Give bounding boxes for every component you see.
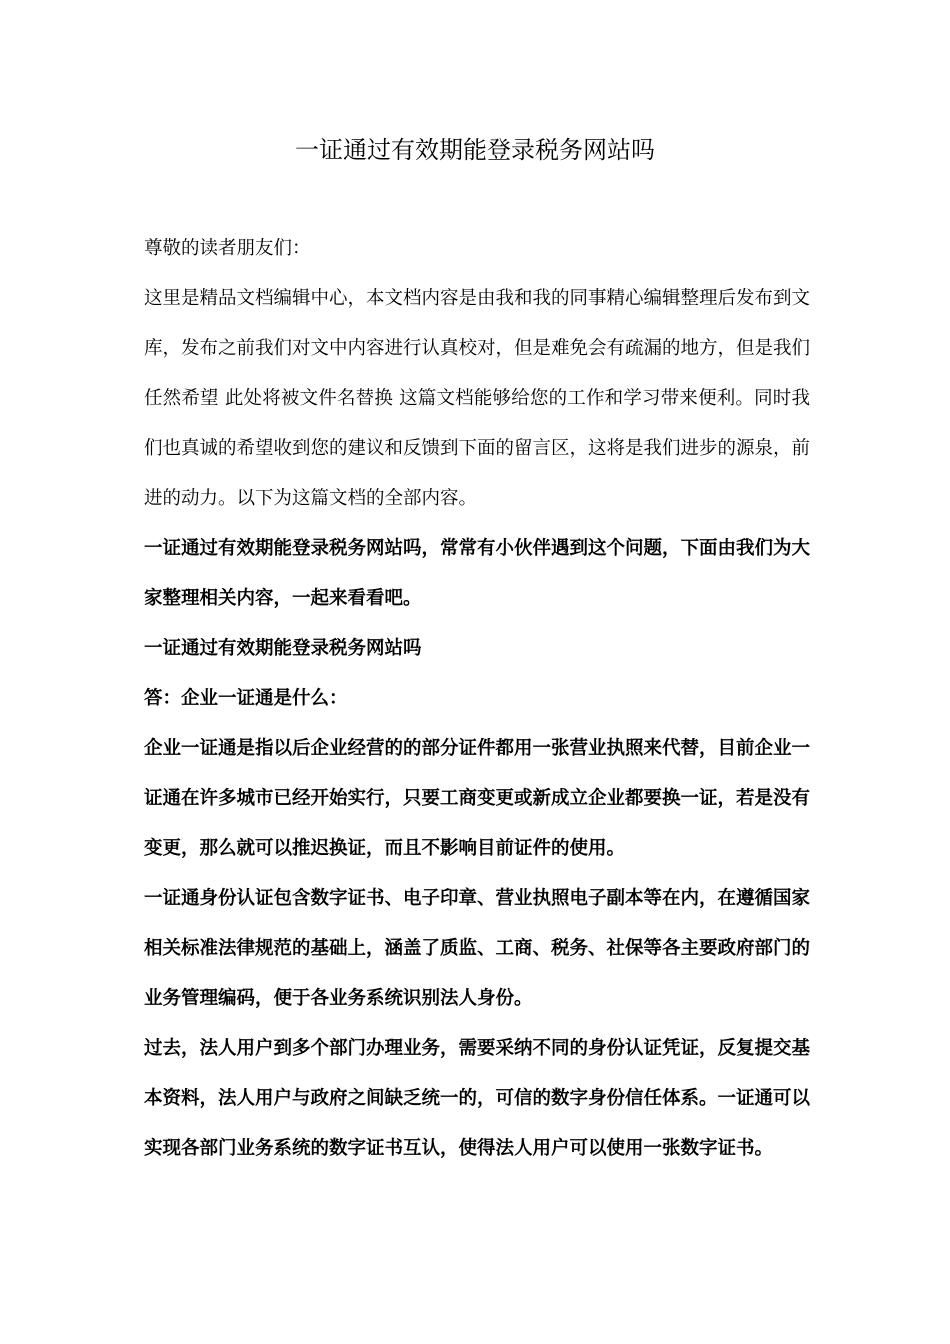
question-heading: 答：企业一证通是什么： bbox=[144, 688, 348, 709]
lead-paragraph: 一证通过有效期能登录税务网站吗，常常有小伙伴遇到这个问题，下面由我们为大家整理相关内容，一起来看看吧。 bbox=[144, 538, 811, 609]
body-paragraph-1: 企业一证通是指以后企业经营的的部分证件都用一张营业执照来代替，目前企业一证通在许多城市已经开始实行，只要工商变更或新成立企业都要换一证，若是没有变更，那么就可以推迟换证，而且不影响目前证件的使用。 bbox=[144, 738, 811, 859]
section-heading: 一证通过有效期能登录税务网站吗 bbox=[144, 638, 422, 659]
intro-paragraph: 这里是精品文档编辑中心，本文档内容是由我和我的同事精心编辑整理后发布到文库，发布之前我们对文中内容进行认真校对，但是难免会有疏漏的地方，但是我们任然希望 此处将被文件名替换 这篇文档能够给您的工作和学习带来便利。同时我们也真诚的希望收到您的建议和反馈到下面的留言区，这将是我们进步的源泉，前进的动力。以下为这篇文档的全部内容。 bbox=[144, 288, 811, 509]
body-paragraph-3: 过去，法人用户到多个部门办理业务，需要采纳不同的身份认证凭证，反复提交基本资料，法人用户与政府之间缺乏统一的，可信的数字身份信任体系。一证通可以实现各部门业务系统的数字证书互认，使得法人用户可以使用一张数字证书。 bbox=[144, 1038, 811, 1159]
greeting-paragraph: 尊敬的读者朋友们： bbox=[144, 238, 311, 259]
page-title: 一证通过有效期能登录税务网站吗 bbox=[295, 136, 655, 164]
document-body bbox=[144, 224, 810, 1174]
body-paragraph-2: 一证通身份认证包含数字证书、电子印章、营业执照电子副本等在内，在遵循国家相关标准法律规范的基础上，涵盖了质监、工商、税务、社保等各主要政府部门的业务管理编码，便于各业务系统识别法人身份。 bbox=[144, 888, 811, 1009]
